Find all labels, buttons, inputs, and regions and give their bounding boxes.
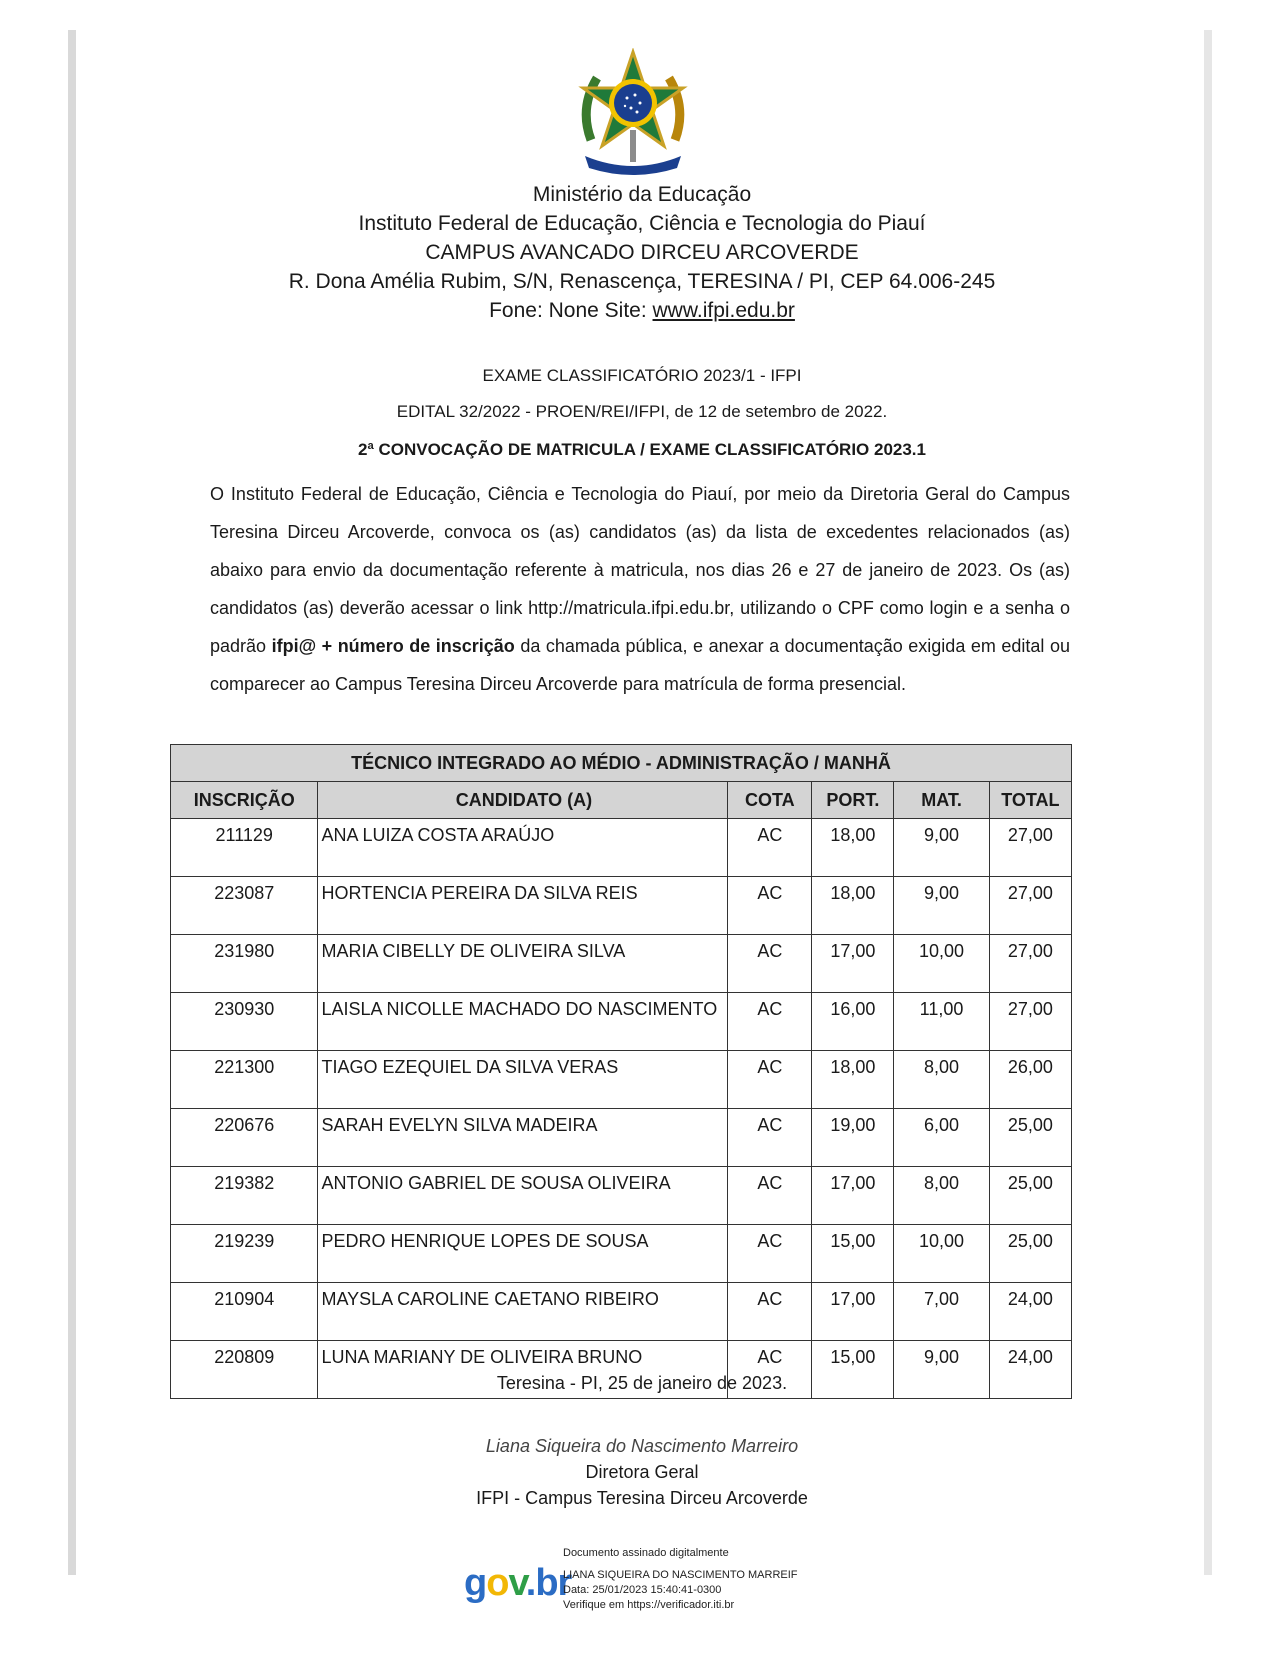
govbr-logo: gov.br (464, 1562, 572, 1604)
table-header-row (171, 782, 1072, 819)
cell-port: 19,00 (812, 1109, 894, 1167)
cell-port: 17,00 (812, 1283, 894, 1341)
cell-mat: 9,00 (894, 877, 989, 935)
edital-line: EDITAL 32/2022 - PROEN/REI/IFPI, de 12 de setembro de 2022. (396, 402, 888, 421)
signature-block (0, 1433, 1284, 1511)
cell-port: 18,00 (812, 1051, 894, 1109)
password-pattern: ifpi@ + número de inscrição (271, 636, 515, 656)
table-row (171, 1167, 1072, 1225)
cell-inscricao: 220676 (171, 1109, 318, 1167)
digital-signature-verify: Verifique em https://verificador.iti.br (563, 1599, 735, 1611)
cell-mat: 8,00 (894, 1167, 989, 1225)
cell-cota: AC (728, 1225, 812, 1283)
cell-inscricao: 231980 (171, 935, 318, 993)
cell-port: 17,00 (812, 935, 894, 993)
cell-candidate: HORTENCIA PEREIRA DA SILVA REIS (318, 877, 728, 935)
cell-total: 25,00 (989, 1109, 1071, 1167)
site-link[interactable]: www.ifpi.edu.br (652, 299, 795, 322)
institution-header (0, 180, 1284, 325)
cell-port: 17,00 (812, 1167, 894, 1225)
table-row (171, 1225, 1072, 1283)
cell-inscricao: 210904 (171, 1283, 318, 1341)
cell-mat: 6,00 (894, 1109, 989, 1167)
cell-candidate: TIAGO EZEQUIEL DA SILVA VERAS (318, 1051, 728, 1109)
cell-inscricao: 219382 (171, 1167, 318, 1225)
table-row (171, 993, 1072, 1051)
cell-cota: AC (728, 1341, 812, 1399)
cell-candidate: MAYSLA CAROLINE CAETANO RIBEIRO (318, 1283, 728, 1341)
cell-candidate: ANA LUIZA COSTA ARAÚJO (318, 819, 728, 877)
cell-mat: 10,00 (894, 935, 989, 993)
cell-cota: AC (728, 935, 812, 993)
cell-candidate: MARIA CIBELLY DE OLIVEIRA SILVA (318, 935, 728, 993)
convocation-title: 2ª CONVOCAÇÃO DE MATRICULA / EXAME CLASSIFICATÓRIO 2023.1 (358, 440, 926, 459)
cell-total: 24,00 (989, 1283, 1071, 1341)
cell-mat: 8,00 (894, 1051, 989, 1109)
cell-port: 15,00 (812, 1225, 894, 1283)
column-header: MAT. (894, 782, 989, 819)
contact-prefix: Fone: None Site: (489, 299, 653, 322)
cell-cota: AC (728, 993, 812, 1051)
cell-port: 18,00 (812, 877, 894, 935)
campus-name: CAMPUS AVANCADO DIRCEU ARCOVERDE (425, 241, 859, 264)
cell-candidate: SARAH EVELYN SILVA MADEIRA (318, 1109, 728, 1167)
table-row (171, 1283, 1072, 1341)
table-caption: TÉCNICO INTEGRADO AO MÉDIO - ADMINISTRAÇÃO / MANHÃ (171, 745, 1072, 782)
cell-candidate: LAISLA NICOLLE MACHADO DO NASCIMENTO (318, 993, 728, 1051)
cell-port: 18,00 (812, 819, 894, 877)
cell-total: 27,00 (989, 877, 1071, 935)
cell-mat: 9,00 (894, 1341, 989, 1399)
signatory-role: Diretora Geral (585, 1462, 699, 1482)
cell-cota: AC (728, 1283, 812, 1341)
cell-cota: AC (728, 1109, 812, 1167)
digital-signature-label: Documento assinado digitalmente (563, 1547, 729, 1559)
column-header: CANDIDATO (A) (318, 782, 728, 819)
table-row (171, 819, 1072, 877)
column-header: PORT. (812, 782, 894, 819)
contact-line (0, 296, 1284, 325)
cell-total: 27,00 (989, 819, 1071, 877)
cell-total: 25,00 (989, 1225, 1071, 1283)
cell-inscricao: 219239 (171, 1225, 318, 1283)
cell-port: 16,00 (812, 993, 894, 1051)
cell-total: 27,00 (989, 993, 1071, 1051)
cell-total: 26,00 (989, 1051, 1071, 1109)
results-table (170, 744, 1072, 1399)
digital-signature-date: Data: 25/01/2023 15:40:41-0300 (563, 1584, 722, 1596)
cell-inscricao: 220809 (171, 1341, 318, 1399)
digital-signature-signer: LIANA SIQUEIRA DO NASCIMENTO MARREIF (563, 1569, 798, 1581)
signatory-name: Liana Siqueira do Nascimento Marreiro (485, 1436, 799, 1456)
cell-mat: 7,00 (894, 1283, 989, 1341)
cell-mat: 9,00 (894, 819, 989, 877)
ministry-name: Ministério da Educação (532, 183, 752, 206)
cell-cota: AC (728, 1051, 812, 1109)
table-body (171, 819, 1072, 1399)
brazil-coat-of-arms-icon (571, 48, 695, 178)
cell-cota: AC (728, 877, 812, 935)
signatory-unit: IFPI - Campus Teresina Dirceu Arcoverde (476, 1488, 808, 1508)
place-date: Teresina - PI, 25 de janeiro de 2023. (496, 1373, 788, 1393)
paragraph-text-2: da chamada pública, e anexar a documentação exigida em edital ou comparecer ao Campus Teresina Dirceu Arcoverde para matrícula de forma presencial. (210, 636, 1070, 694)
cell-candidate: LUNA MARIANY DE OLIVEIRA BRUNO (318, 1341, 728, 1399)
campus-address: R. Dona Amélia Rubim, S/N, Renascença, TERESINA / PI, CEP 64.006-245 (288, 270, 996, 293)
column-header: INSCRIÇÃO (171, 782, 318, 819)
cell-cota: AC (728, 819, 812, 877)
cell-mat: 11,00 (894, 993, 989, 1051)
institute-name: Instituto Federal de Educação, Ciência e Tecnologia do Piauí (358, 212, 926, 235)
cell-total: 25,00 (989, 1167, 1071, 1225)
exam-title: EXAME CLASSIFICATÓRIO 2023/1 - IFPI (482, 366, 802, 385)
column-header: COTA (728, 782, 812, 819)
cell-cota: AC (728, 1167, 812, 1225)
cell-mat: 10,00 (894, 1225, 989, 1283)
cell-inscricao: 230930 (171, 993, 318, 1051)
table-row (171, 877, 1072, 935)
convocation-paragraph (210, 475, 1070, 703)
table-row (171, 1051, 1072, 1109)
cell-candidate: PEDRO HENRIQUE LOPES DE SOUSA (318, 1225, 728, 1283)
cell-candidate: ANTONIO GABRIEL DE SOUSA OLIVEIRA (318, 1167, 728, 1225)
column-header: TOTAL (989, 782, 1071, 819)
cell-inscricao: 221300 (171, 1051, 318, 1109)
cell-port: 15,00 (812, 1341, 894, 1399)
table-row (171, 935, 1072, 993)
table-row (171, 1109, 1072, 1167)
cell-inscricao: 211129 (171, 819, 318, 877)
cell-total: 24,00 (989, 1341, 1071, 1399)
paragraph-text-1: O Instituto Federal de Educação, Ciência e Tecnologia do Piauí, por meio da Diretoria Geral do Campus Teresina Dirceu Arcoverde, convoca os (as) candidatos (as) da lista de excedentes relacionados (as) abaixo para envio da documentação referente à matricula, nos dias 26 e 27 de janeiro de 2023. Os (as) candidatos (as) deverão acessar o link http://matricula.ifpi.edu.br, utilizando o CPF como login e a senha o padrão (210, 484, 1070, 656)
cell-total: 27,00 (989, 935, 1071, 993)
cell-inscricao: 223087 (171, 877, 318, 935)
